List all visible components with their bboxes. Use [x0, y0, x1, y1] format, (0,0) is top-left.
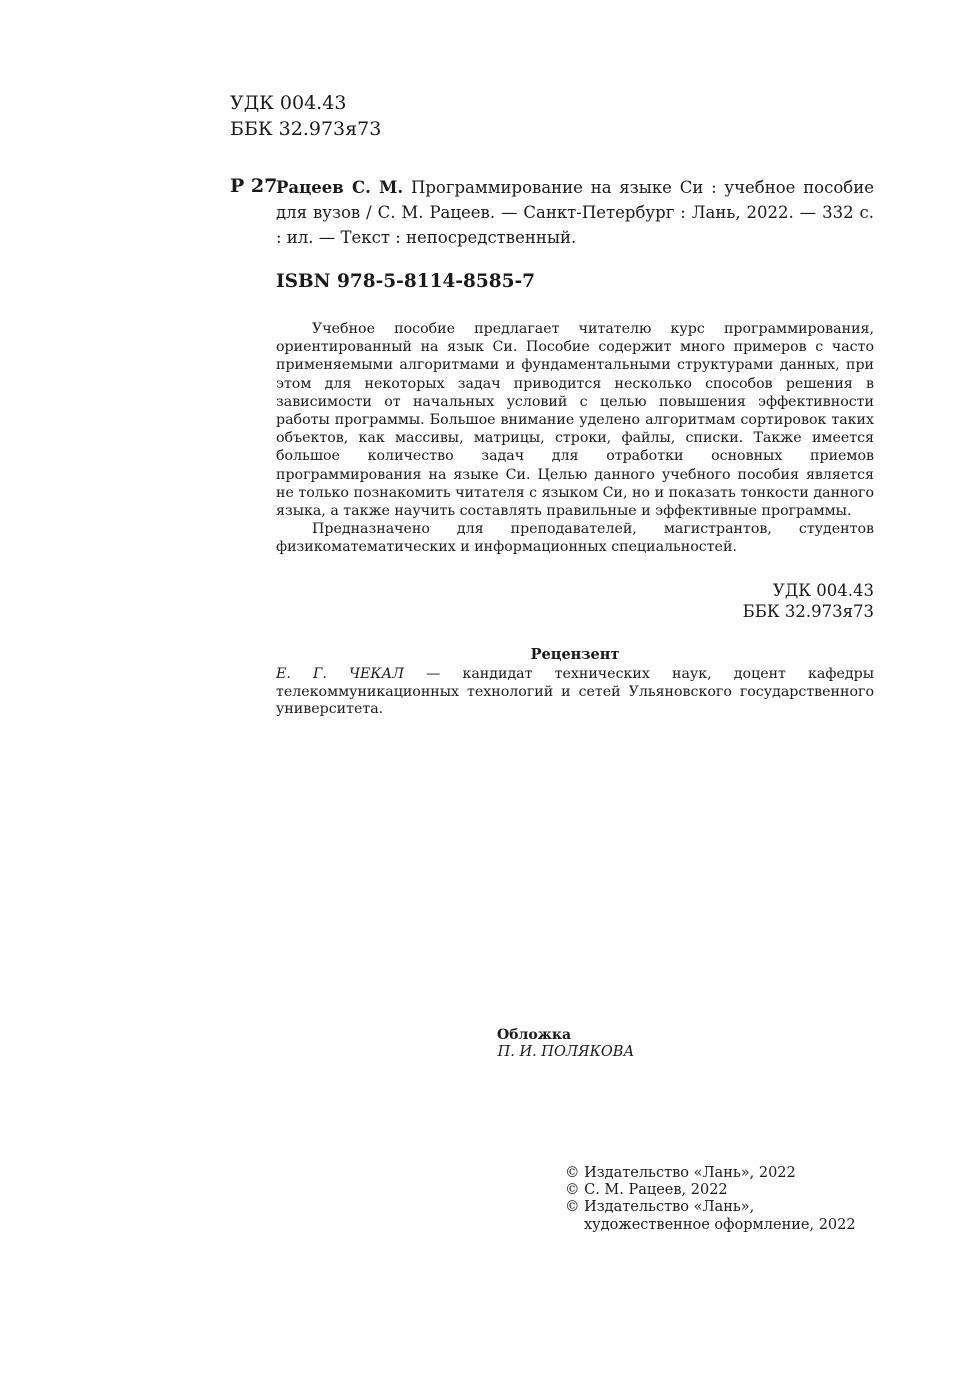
copyright-line-4: художественное оформление, 2022 — [584, 1216, 856, 1233]
bbk-code: ББК 32.973я73 — [230, 118, 382, 140]
reviewer-heading: Рецензент — [530, 646, 620, 663]
udk-code-bottom: УДК 004.43 — [772, 581, 874, 600]
cover-heading: Обложка — [496, 1027, 572, 1043]
classification-codes-top — [230, 90, 381, 142]
copyright-line-2: © С. М. Рацеев, 2022 — [565, 1182, 728, 1199]
bibliographic-text: Программирование на языке Си : учебное пособие для вузов / С. М. Рацеев. — Санкт-Петербург : Лань, 2022. — 332 с. : ил. — Текст : непосредственный. — [276, 178, 874, 247]
author-mark: Р 27 — [230, 175, 278, 197]
cover-designer: П. И. ПОЛЯКОВА — [497, 1044, 635, 1060]
udk-code: УДК 004.43 — [230, 92, 347, 114]
copyright-block — [565, 1165, 856, 1234]
isbn: ISBN 978-5-8114-8585-7 — [276, 271, 536, 292]
bbk-code-bottom: ББК 32.973я73 — [742, 602, 874, 621]
author-name: Рацеев С. М. — [276, 178, 404, 197]
abstract-paragraph-2: Предназначено для преподавателей, магистрантов, студентов физикоматематических и информационных специальностей. — [276, 521, 874, 556]
reviewer-name: Е. Г. ЧЕКАЛ — [276, 666, 404, 682]
abstract-paragraph-1: Учебное пособие предлагает читателю курс программирования, ориентированный на язык Си. Пособие содержит много примеров с часто применяемыми алгоритмами и фундаментальными структурами данных, при этом для некоторых задач приводится несколько способов решения в зависимости от начальных условий с целью повышения эффективности работы программы. Большое внимание уделено алгоритмам сортировок таких объектов, как массивы, матрицы, строки, файлы, списки. Также имеется большое количество задач для отработки основных приемов программирования на языке Си. Целью данного учебного пособия является не только познакомить читателя с языком Си, но и показать тонкости данного языка, а также научить составлять правильные и эффективные программы. — [276, 321, 874, 520]
copyright-line-1: © Издательство «Лань», 2022 — [565, 1165, 796, 1181]
reviewer-text: — кандидат технических наук, доцент кафедры телекоммуникационных технологий и сетей Ульяновского государственного университета. — [276, 666, 874, 717]
copyright-line-3: © Издательство «Лань», — [565, 1199, 755, 1216]
reviewer-info — [276, 666, 874, 719]
abstract — [276, 320, 874, 557]
classification-codes-bottom — [574, 580, 874, 622]
bibliographic-record — [276, 175, 874, 250]
